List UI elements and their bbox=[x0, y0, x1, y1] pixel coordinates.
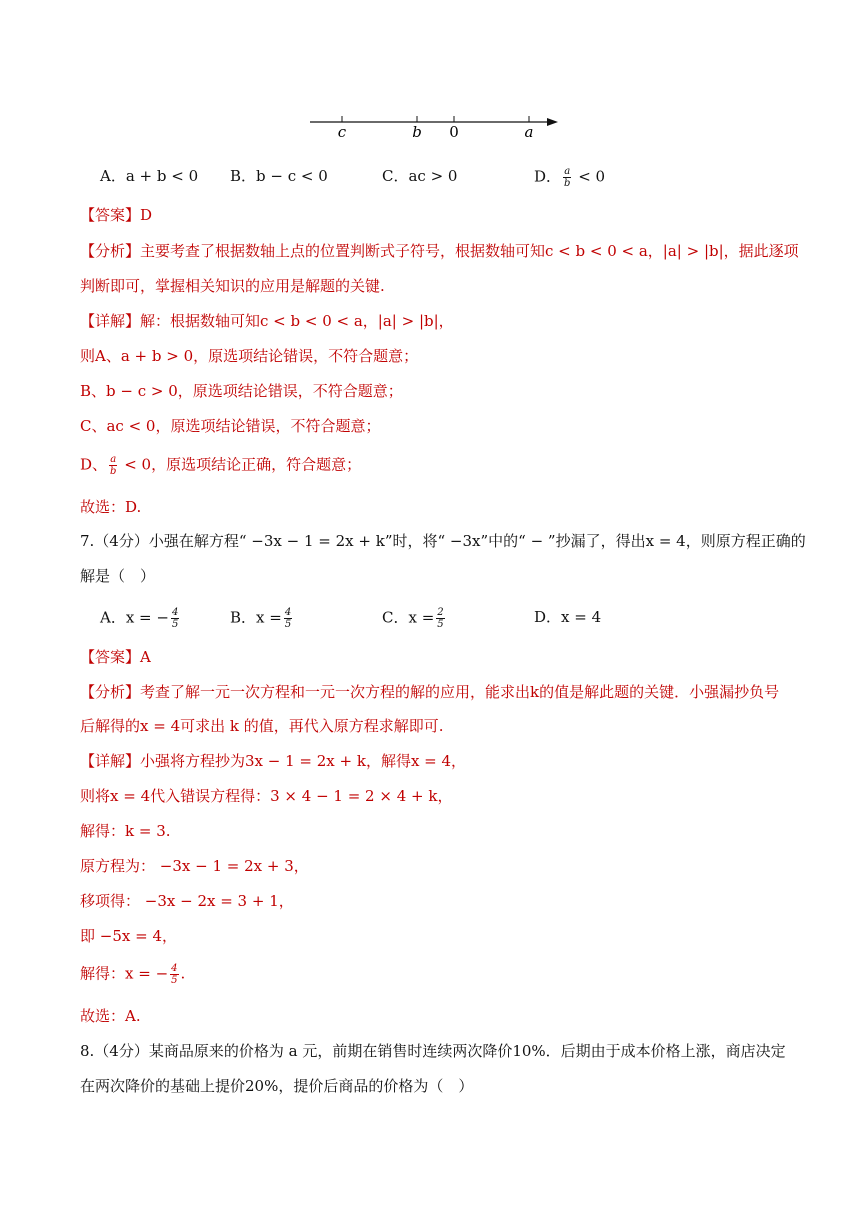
q6-option-d-fraction bbox=[563, 166, 571, 189]
q7-option-a-prefix: A．x = − bbox=[100, 608, 169, 627]
q7-option-a bbox=[100, 607, 181, 630]
q6-detail-5-fraction bbox=[109, 454, 117, 477]
fraction-numerator: a bbox=[564, 166, 571, 177]
q7-detail-line-1: 【详解】小强将方程抄为3x − 1 = 2x + k，解得x = 4， bbox=[80, 752, 467, 770]
q6-answer: 【答案】D bbox=[80, 206, 153, 224]
fraction-denominator: 5 bbox=[171, 975, 178, 986]
q7-detail-line-6: 即 −5x = 4， bbox=[80, 927, 177, 945]
label-a: a bbox=[524, 123, 534, 141]
q7-detail-7-prefix: 解得：x = − bbox=[80, 964, 169, 983]
fraction-denominator: b bbox=[110, 466, 117, 477]
fraction-numerator: 4 bbox=[171, 607, 179, 618]
q7-detail-7-fraction bbox=[170, 963, 178, 986]
q7-option-c-prefix: C．x = bbox=[382, 608, 435, 627]
q6-option-d bbox=[534, 166, 605, 189]
q7-option-b bbox=[230, 607, 294, 630]
q7-choose: 故选：A. bbox=[80, 1007, 141, 1025]
q7-analysis-line-1: 【分析】考查了解一元一次方程和一元一次方程的解的应用，能求出k的值是解此题的关键．小强漏抄负号 bbox=[80, 683, 780, 701]
q6-option-c: C．ac > 0 bbox=[382, 167, 458, 185]
q8-stem-line-1: 8.（4分）某商品原来的价格为 a 元，前期在销售时连续两次降价10%．后期由于成本价格上涨，商店决定 bbox=[80, 1042, 786, 1060]
q7-detail-7-suffix: . bbox=[180, 964, 186, 983]
q6-option-d-suffix: < 0 bbox=[573, 167, 606, 186]
fraction-denominator: 5 bbox=[171, 619, 179, 630]
number-line-figure bbox=[305, 110, 565, 142]
q7-option-b-fraction bbox=[284, 607, 292, 630]
fraction-denominator: 5 bbox=[284, 619, 292, 630]
q6-detail-5-suffix: < 0，原选项结论正确，符合题意； bbox=[119, 455, 362, 474]
q7-stem-line-2: 解是（ ） bbox=[80, 567, 156, 585]
q6-option-a: A．a + b < 0 bbox=[100, 167, 199, 185]
q6-detail-5-prefix: D、 bbox=[80, 455, 108, 474]
q6-choose: 故选：D. bbox=[80, 498, 142, 516]
q6-detail-line-1: 【详解】解：根据数轴可知c < b < 0 < a，|a| > |b|， bbox=[80, 312, 454, 330]
q7-option-c-fraction bbox=[436, 607, 444, 630]
q7-detail-line-5: 移项得： −3x − 2x = 3 + 1， bbox=[80, 892, 294, 910]
q7-detail-line-2: 则将x = 4代入错误方程得：3 × 4 − 1 = 2 × 4 + k， bbox=[80, 787, 453, 805]
q6-option-d-prefix: D． bbox=[534, 167, 562, 186]
q7-detail-line-3: 解得：k = 3. bbox=[80, 822, 171, 840]
fraction-numerator: a bbox=[110, 454, 117, 465]
q6-detail-line-5 bbox=[80, 454, 361, 477]
q6-analysis-line-1: 【分析】主要考查了根据数轴上点的位置判断式子符号，根据数轴可知c < b < 0 < a，|a| > |b|，据此逐项 bbox=[80, 242, 799, 260]
q6-analysis-line-2: 判断即可，掌握相关知识的应用是解题的关键. bbox=[80, 277, 385, 295]
q7-stem-line-1: 7.（4分）小强在解方程“ −3x − 1 = 2x + k”时，将“ −3x”中的“ − ”抄漏了，得出x = 4，则原方程正确的 bbox=[80, 532, 806, 550]
q7-option-a-fraction bbox=[171, 607, 179, 630]
fraction-numerator: 4 bbox=[284, 607, 292, 618]
q7-analysis-line-2: 后解得的x = 4可求出 k 的值，再代入原方程求解即可. bbox=[80, 717, 444, 735]
q8-stem-line-2: 在两次降价的基础上提价20%，提价后商品的价格为（ ） bbox=[80, 1077, 474, 1095]
label-c: c bbox=[337, 123, 347, 141]
q7-option-d: D．x = 4 bbox=[534, 608, 602, 626]
q6-detail-line-4: C、ac < 0，原选项结论错误，不符合题意； bbox=[80, 417, 381, 435]
fraction-numerator: 2 bbox=[437, 607, 444, 618]
q7-answer: 【答案】A bbox=[80, 648, 151, 666]
fraction-denominator: 5 bbox=[437, 619, 444, 630]
q7-option-c bbox=[382, 607, 447, 630]
q7-detail-line-7 bbox=[80, 963, 185, 986]
fraction-numerator: 4 bbox=[171, 963, 178, 974]
q7-option-b-prefix: B．x = bbox=[230, 608, 282, 627]
q6-option-b: B．b − c < 0 bbox=[230, 167, 328, 185]
q6-detail-line-3: B、b − c > 0，原选项结论错误，不符合题意； bbox=[80, 382, 403, 400]
number-line-arrow bbox=[547, 118, 558, 126]
fraction-denominator: b bbox=[564, 178, 571, 189]
q6-detail-line-2: 则A、a + b > 0，原选项结论错误，不符合题意； bbox=[80, 347, 419, 365]
q7-detail-line-4: 原方程为： −3x − 1 = 2x + 3， bbox=[80, 857, 309, 875]
label-zero: 0 bbox=[449, 123, 459, 141]
label-b: b bbox=[412, 123, 422, 141]
